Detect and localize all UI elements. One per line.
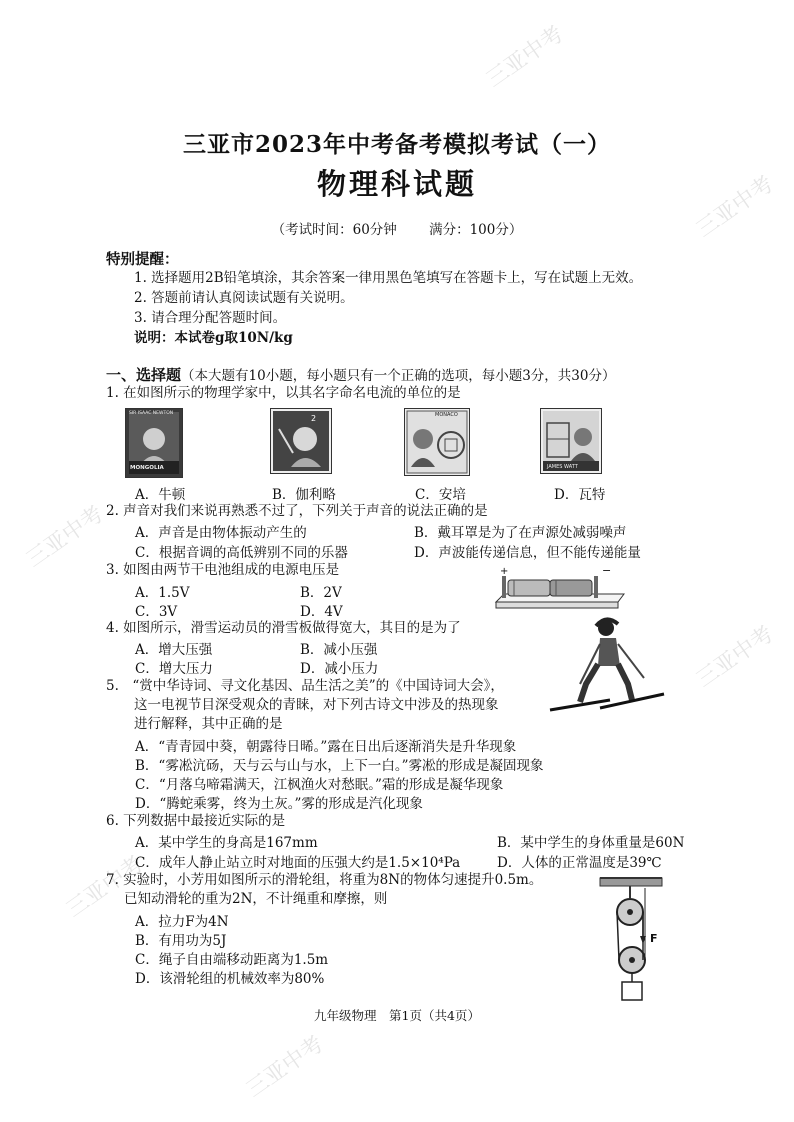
q6-option-a: A．某中学生的身高是167mm <box>135 835 318 851</box>
q3-option-d: D．4V <box>300 604 343 620</box>
stamp-text: MONGOLIA <box>130 465 164 471</box>
question-1-stem: 1. 在如图所示的物理学家中，以其名字命名电流的单位的是 <box>106 385 461 401</box>
battery-holder-icon <box>490 564 628 614</box>
watermark: 三亚中考 <box>241 1031 329 1103</box>
q4-option-b: B．减小压强 <box>300 642 378 658</box>
notice-note: 说明：本试卷g取10N/kg <box>134 330 293 346</box>
full-score: 满分：100分） <box>429 222 523 238</box>
q1-option-b: B．伽利略 <box>272 487 336 503</box>
question-7-stem-line: 7. 实验时，小芳用如图所示的滑轮组，将重为8N的物体匀速提升0.5m。 <box>106 872 543 888</box>
section-desc: （本大题有10小题，每小题只有一个正确的选项，每小题3分，共30分） <box>181 368 616 384</box>
q1-option-c: C．安培 <box>415 487 466 503</box>
q6-option-b: B．某中学生的身体重量是60N <box>497 835 685 851</box>
q2-option-b: B．戴耳罩是为了在声源处减弱噪声 <box>414 525 627 541</box>
question-5-stem-line: 这一电视节目深受观众的青睐，对下列古诗文中涉及的热现象 <box>134 697 499 713</box>
notice-item: 1. 选择题用2B铅笔填涂，其余答案一律用黑色笔填写在答题卡上，写在试题上无效。 <box>134 270 643 286</box>
galileo-portrait-icon <box>271 409 331 473</box>
q2-option-a: A．声音是由物体振动产生的 <box>135 525 307 541</box>
watermark: 三亚中考 <box>691 171 779 243</box>
q7-option-a: A．拉力F为4N <box>135 914 229 930</box>
q6-option-c: C．成年人静止站立时对地面的压强大约是1.5×10⁴Pa <box>135 855 461 871</box>
q5-option-d: D．“腾蛇乘雾，终为土灰。”雾的形成是汽化现象 <box>135 796 423 812</box>
question-5-stem-line: 5. “赏中华诗词、寻文化基因、品生活之美”的《中国诗词大会》， <box>106 678 504 694</box>
q3-option-a: A．1.5V <box>135 585 190 601</box>
q5-option-b: B．“雾凇沆砀，天与云与山与水，上下一白。”雾凇的形成是凝固现象 <box>135 758 544 774</box>
q7-option-d: D．该滑轮组的机械效率为80% <box>135 971 325 987</box>
stamp-text: MONACO <box>435 412 458 418</box>
skier-icon <box>540 614 670 714</box>
q4-option-a: A．增大压强 <box>135 642 213 658</box>
watermark: 三亚中考 <box>21 501 109 573</box>
exam-meta <box>0 218 794 238</box>
watermark: 三亚中考 <box>691 621 779 693</box>
stamp-text: SIR ISAAC NEWTON <box>129 411 174 416</box>
question-3-stem: 3. 如图由两节干电池组成的电源电压是 <box>106 562 340 578</box>
question-5-stem-line: 进行解释，其中正确的是 <box>134 716 283 732</box>
q7-option-b: B．有用功为5J <box>135 933 227 949</box>
question-2-stem: 2. 声音对我们来说再熟悉不过了，下列关于声音的说法正确的是 <box>106 503 488 519</box>
pulley-system-icon <box>596 876 676 1006</box>
stamp-galileo <box>270 408 332 474</box>
q6-option-d: D．人体的正常温度是39℃ <box>497 855 662 871</box>
q3-option-b: B．2V <box>300 585 342 601</box>
question-7-stem-line: 已知动滑轮的重为2N，不计绳重和摩擦，则 <box>124 891 388 907</box>
q3-option-c: C．3V <box>135 604 178 620</box>
svg-text:−: − <box>602 564 612 577</box>
section-heading <box>106 364 615 385</box>
ampere-portrait-icon <box>405 409 469 475</box>
page-footer: 九年级物理 第1页（共4页） <box>314 1008 480 1023</box>
stamp-watt <box>540 408 602 474</box>
q7-option-c: C．绳子自由端移动距离为1.5m <box>135 952 329 968</box>
q4-option-c: C．增大压力 <box>135 661 213 677</box>
q1-option-a: A．牛顿 <box>135 487 186 503</box>
stamp-newton <box>125 408 183 478</box>
notice-item: 3. 请合理分配答题时间。 <box>134 310 287 326</box>
exam-time: （考试时间：60分钟 <box>271 222 397 238</box>
svg-text:+: + <box>500 566 509 577</box>
notice-heading: 特别提醒： <box>106 251 179 268</box>
watermark: 三亚中考 <box>481 21 569 93</box>
svg-text:2: 2 <box>311 414 317 423</box>
q5-option-c: C．“月落乌啼霜满天，江枫渔火对愁眠。”霜的形成是凝华现象 <box>135 777 504 793</box>
stamp-text: JAMES WATT <box>547 464 578 470</box>
q1-option-d: D．瓦特 <box>554 487 606 503</box>
q4-option-d: D．减小压力 <box>300 661 379 677</box>
force-label: F <box>650 932 658 945</box>
exam-title: 三亚市2023年中考备考模拟考试（一） <box>182 131 611 158</box>
q5-option-a: A．“青青园中葵，朝露待日晞。”露在日出后逐渐消失是升华现象 <box>135 739 517 755</box>
watermark: 三亚中考 <box>61 851 149 923</box>
question-6-stem: 6. 下列数据中最接近实际的是 <box>106 813 286 829</box>
section-label: 一、选择题 <box>106 366 182 384</box>
exam-subtitle: 物理科试题 <box>316 167 477 201</box>
q2-option-c: C．根据音调的高低辨别不同的乐器 <box>135 545 348 561</box>
q2-option-d: D．声波能传递信息，但不能传递能量 <box>414 545 641 561</box>
question-4-stem: 4. 如图所示，滑雪运动员的滑雪板做得宽大，其目的是为了 <box>106 620 461 636</box>
stamp-ampere <box>404 408 470 476</box>
notice-item: 2. 答题前请认真阅读试题有关说明。 <box>134 290 354 306</box>
